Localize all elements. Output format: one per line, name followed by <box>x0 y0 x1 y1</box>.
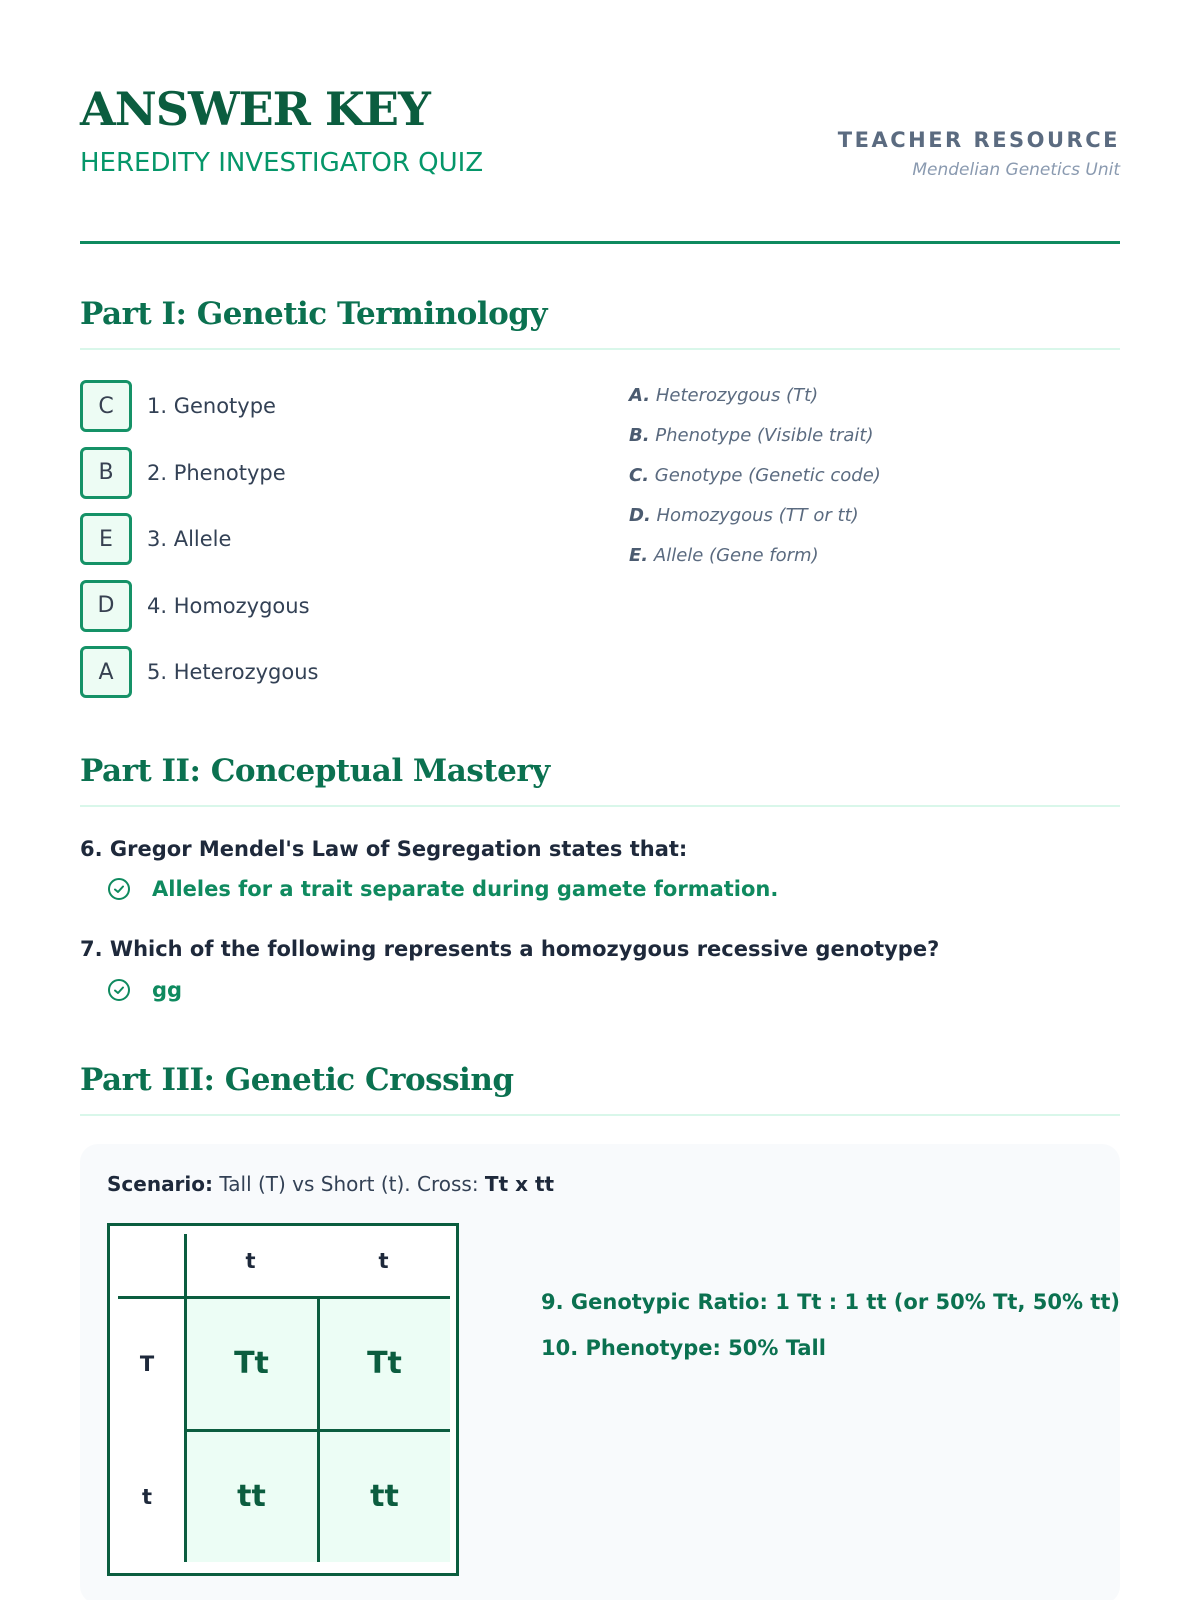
matching-item <box>80 380 318 432</box>
answer-box: C <box>80 380 132 432</box>
definition-text: Heterozygous (Tt) <box>655 385 819 406</box>
matching-item <box>80 513 318 565</box>
section-divider <box>80 805 1120 807</box>
matching-item <box>80 646 318 698</box>
answer-box: E <box>80 513 132 565</box>
section-title-part1: Part I: Genetic Terminology <box>80 296 547 332</box>
grid-line <box>118 1296 450 1299</box>
scenario-text <box>107 1172 554 1196</box>
definition-item <box>629 505 881 545</box>
page-title: ANSWER KEY <box>80 82 430 136</box>
unit-label: Mendelian Genetics Unit <box>912 160 1120 180</box>
answer-box: D <box>80 580 132 632</box>
answer-text: gg <box>152 978 183 1002</box>
term-label: 5. Heterozygous <box>147 660 319 684</box>
offspring-cell: tt <box>186 1431 317 1562</box>
section-title-part3: Part III: Genetic Crossing <box>80 1062 514 1098</box>
matching-item <box>80 447 318 499</box>
definition-list <box>629 385 881 585</box>
matching-item <box>80 580 318 632</box>
genotypic-ratio: 9. Genotypic Ratio: 1 Tt : 1 tt (or 50% Tt, 50% tt) <box>541 1290 1120 1314</box>
header-meta <box>838 128 1120 180</box>
answer-7 <box>107 978 182 1002</box>
cross-results <box>541 1290 1120 1382</box>
term-label: 3. Allele <box>147 527 232 551</box>
column-header: t <box>378 1249 389 1273</box>
definition-item <box>629 545 881 585</box>
answer-key-page <box>80 0 1120 1600</box>
definition-letter: E. <box>629 545 649 566</box>
answer-text: Alleles for a trait separate during gamete formation. <box>152 877 779 901</box>
term-label: 1. Genotype <box>147 394 276 418</box>
section-divider <box>80 348 1120 350</box>
crossing-panel <box>80 1144 1120 1600</box>
answer-box: A <box>80 646 132 698</box>
scenario-label: Scenario: <box>107 1172 214 1196</box>
definition-item <box>629 425 881 465</box>
check-circle-icon <box>107 877 131 901</box>
matching-answers <box>80 380 318 713</box>
scenario-cross: Tt x tt <box>484 1172 555 1196</box>
section-divider <box>80 1114 1120 1116</box>
row-header: T <box>139 1351 155 1376</box>
row-header: t <box>141 1484 153 1509</box>
answer-box: B <box>80 447 132 499</box>
definition-letter: A. <box>629 385 651 406</box>
check-circle-icon <box>107 978 131 1002</box>
question-7: 7. Which of the following represents a homozygous recessive genotype? <box>80 937 940 961</box>
definition-letter: C. <box>629 465 650 486</box>
grid-line <box>184 1234 187 1562</box>
answer-6 <box>107 877 778 901</box>
definition-item <box>629 465 881 505</box>
definition-text: Phenotype (Visible trait) <box>655 425 874 446</box>
definition-item <box>629 385 881 425</box>
column-header: t <box>245 1249 256 1273</box>
definition-letter: D. <box>629 505 651 526</box>
definition-text: Homozygous (TT or tt) <box>656 505 859 526</box>
header-divider <box>80 241 1120 244</box>
section-title-part2: Part II: Conceptual Mastery <box>80 753 550 789</box>
definition-text: Allele (Gene form) <box>653 545 819 566</box>
quiz-subtitle: HEREDITY INVESTIGATOR QUIZ <box>80 148 484 178</box>
definition-letter: B. <box>629 425 650 446</box>
phenotype-result: 10. Phenotype: 50% Tall <box>541 1336 826 1360</box>
grid-line <box>186 1429 450 1432</box>
punnett-square <box>107 1223 459 1576</box>
term-label: 2. Phenotype <box>147 460 286 485</box>
question-6: 6. Gregor Mendel's Law of Segregation states that: <box>80 837 688 861</box>
offspring-cell: Tt <box>319 1298 450 1429</box>
scenario-description: Tall (T) vs Short (t). Cross: <box>213 1172 485 1196</box>
definition-text: Genotype (Genetic code) <box>654 465 881 486</box>
term-label: 4. Homozygous <box>147 593 310 618</box>
offspring-cell: tt <box>319 1431 450 1562</box>
resource-label: TEACHER RESOURCE <box>837 128 1120 152</box>
offspring-cell: Tt <box>186 1298 317 1429</box>
